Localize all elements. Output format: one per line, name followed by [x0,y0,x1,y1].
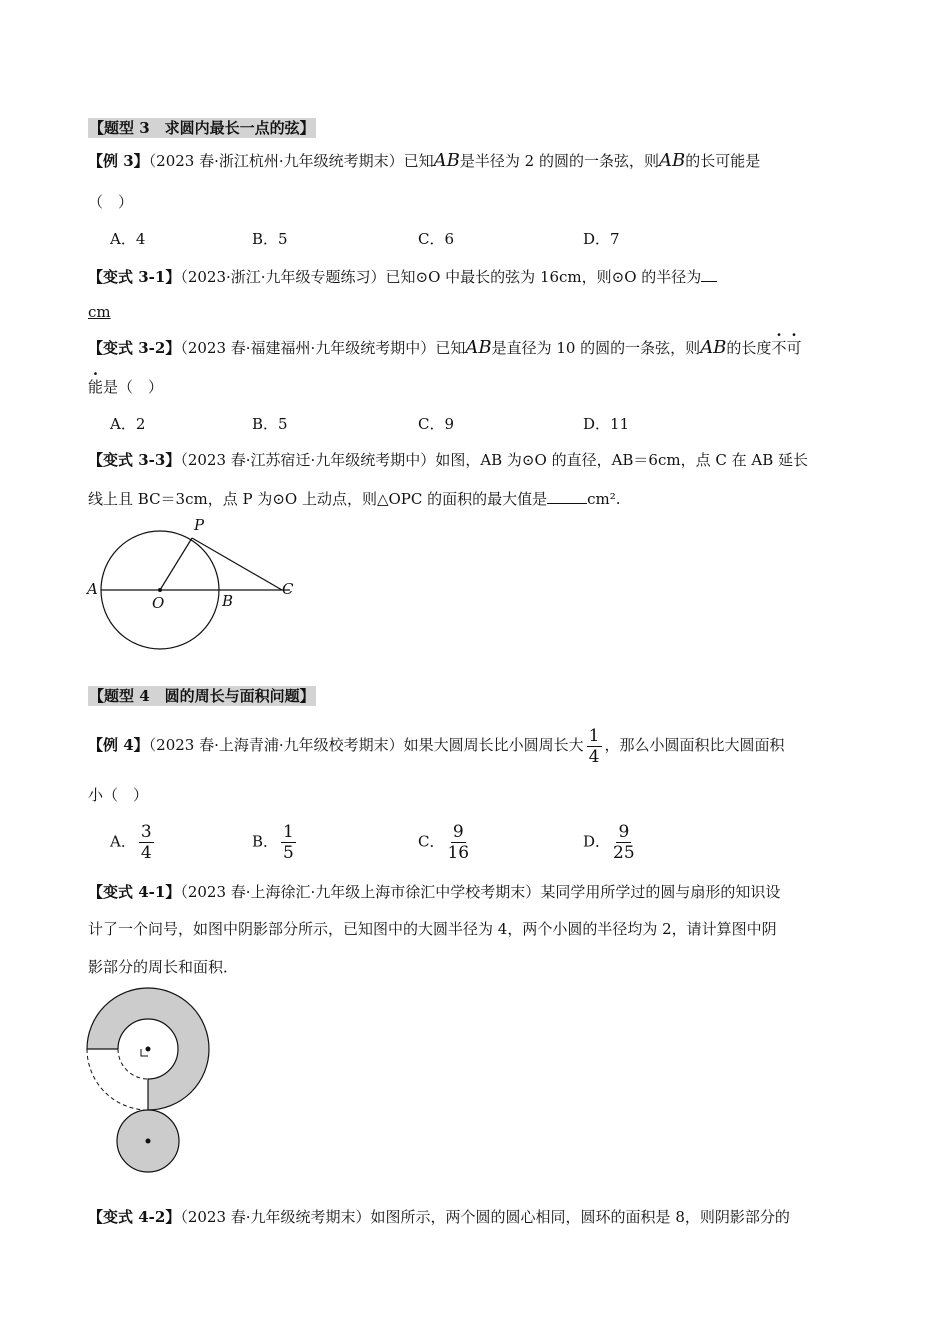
fraction-num: 9 [618,822,630,842]
fraction-den: 4 [588,746,600,767]
variant-3-3-line2 [88,489,621,509]
example-3-option-c: C．6 [418,230,455,248]
circle-figure-3-3 [80,512,310,652]
variant-3-2-t1: 已知 [435,339,466,357]
label-a: A [87,580,98,598]
answer-blank [547,503,587,504]
segment-op [160,538,192,590]
example-4-t2: ，那么小圆面积比大圆面积 [604,736,785,754]
label-o: O [152,594,165,612]
example-4-label: 【例 4】 [88,736,149,754]
variant-4-1-line3: 影部分的周长和面积． [88,958,239,976]
question-mark-figure [80,985,220,1180]
example-4-t1: 如果大圆周长比小圆周长大 [403,736,584,754]
example-3-option-b: B．5 [252,230,288,248]
example-3-text [88,151,760,171]
emphasis-not: 不 [771,339,787,357]
section-heading-3: 【题型 3 求圆内最长一点的弦】 [89,119,315,137]
variant-4-1-source: （2023 春·上海徐汇·九年级上海市徐汇中学校考期末） [180,883,541,901]
variant-4-1-label: 【变式 4-1】 [88,883,181,901]
example-3-label: 【例 3】 [88,152,149,170]
variant-3-3-source: （2023 春·江苏宿迁·九年级统考期中） [180,451,436,469]
variant-4-1-line1: 某同学用所学过的圆与扇形的知识设 [540,883,781,901]
center-dot [158,588,162,592]
variant-3-2-t4: 是（ ） [103,378,164,396]
fraction-num: 3 [140,822,152,842]
variant-4-2-label: 【变式 4-2】 [88,1208,181,1226]
variant-3-3-line2a: 线上且 BC＝3cm，点 P 为⊙O 上动点，则△OPC 的面积的最大值是 [88,490,548,508]
variant-3-3-line1: 如图，AB 为⊙O 的直径，AB＝6cm，点 C 在 AB 延长 [435,451,808,469]
example-4-option-a [110,822,157,863]
variant-3-1-label: 【变式 3-1】 [88,268,181,286]
variant-3-2-option-c: C．9 [418,415,455,433]
answer-blank [701,281,717,282]
dashed-outer-arc [87,1049,148,1110]
center-dot [146,1047,151,1052]
variant-3-2-text [88,338,801,358]
option-letter: D． [583,832,611,851]
example-3-paren: （ ） [88,193,134,211]
variant-3-3-label: 【变式 3-3】 [88,451,181,469]
variant-3-2-option-a: A．2 [110,415,146,433]
variant-4-2-text [88,1207,790,1227]
variant-4-2-source: （2023 春·九年级统考期末） [180,1208,371,1226]
variant-3-2-math-ab-2: AB [700,337,727,358]
variant-3-2-t3: 的长度 [726,339,772,357]
example-4-option-b [252,822,299,863]
example-4-source: （2023 春·上海青浦·九年级校考期末） [148,736,404,754]
option-fraction [139,822,154,863]
variant-4-1-text [88,882,780,902]
fraction-den: 25 [613,843,635,863]
variant-3-2-option-b: B．5 [252,415,288,433]
variant-3-1-body: 已知⊙O 中最长的弦为 16cm，则⊙O 的半径为 [385,268,702,286]
variant-3-2-label: 【变式 3-2】 [88,339,181,357]
fraction-den: 5 [283,843,294,863]
option-fraction [613,822,635,863]
fraction-num: 1 [588,725,600,746]
variant-3-2-cont [88,377,163,397]
emphasis-able: 能 [88,378,104,396]
example-4-text [88,725,785,765]
example-4-t3: 小（ ） [88,786,149,804]
fraction-one-quarter [587,726,602,767]
fraction-den: 4 [140,843,152,863]
variant-3-2-math-ab: AB [465,337,492,358]
example-4-option-c [418,822,472,863]
label-p: P [194,516,205,534]
section-heading-4: 【题型 4 圆的周长与面积问题】 [89,687,315,705]
option-letter: B． [252,832,279,851]
option-fraction [281,822,296,863]
example-3-source: （2023 春·浙江杭州·九年级统考期末） [148,152,404,170]
fraction-den: 16 [447,843,470,863]
option-fraction [447,822,469,863]
variant-3-3-line2b: cm². [587,490,621,508]
variant-4-1-line2: 计了一个问号，如图中阴影部分所示，已知图中的大圆半径为 4，两个小圆的半径均为 2，请计算图中阴 [88,920,777,938]
example-4-option-d [583,822,638,863]
variant-4-2-body: 如图所示，两个圆的圆心相同，圆环的面积是 8，则阴影部分的 [370,1208,790,1226]
example-3-t1: 已知 [403,152,434,170]
fraction-num: 9 [452,822,464,842]
label-c: C [282,580,294,598]
dashed-inner-arc [118,1049,148,1079]
example-3-t3: 的长可能是 [685,152,761,170]
example-3-math-ab: AB [433,150,460,171]
option-letter: A． [110,832,136,851]
fraction-num: 1 [283,822,294,842]
variant-3-2-source: （2023 春·福建福州·九年级统考期中） [180,339,436,357]
variant-3-2-option-d: D．11 [583,415,630,433]
emphasis-can: 可 [786,339,802,357]
label-b: B [222,592,234,610]
example-3-option-a: A．4 [110,230,146,248]
variant-3-1-source: （2023·浙江·九年级专题练习） [180,268,386,286]
example-3-math-ab-2: AB [659,150,686,171]
segment-pc [192,538,282,590]
option-letter: C． [418,832,445,851]
example-3-option-d: D．7 [583,230,620,248]
variant-3-2-t2: 是直径为 10 的圆的一条弦，则 [491,339,701,357]
example-3-t2: 是半径为 2 的圆的一条弦，则 [459,152,659,170]
variant-3-1-text [88,267,717,287]
small-circle-center-dot [146,1139,151,1144]
variant-3-1-unit: cm [88,303,111,321]
variant-3-3-text [88,450,808,470]
